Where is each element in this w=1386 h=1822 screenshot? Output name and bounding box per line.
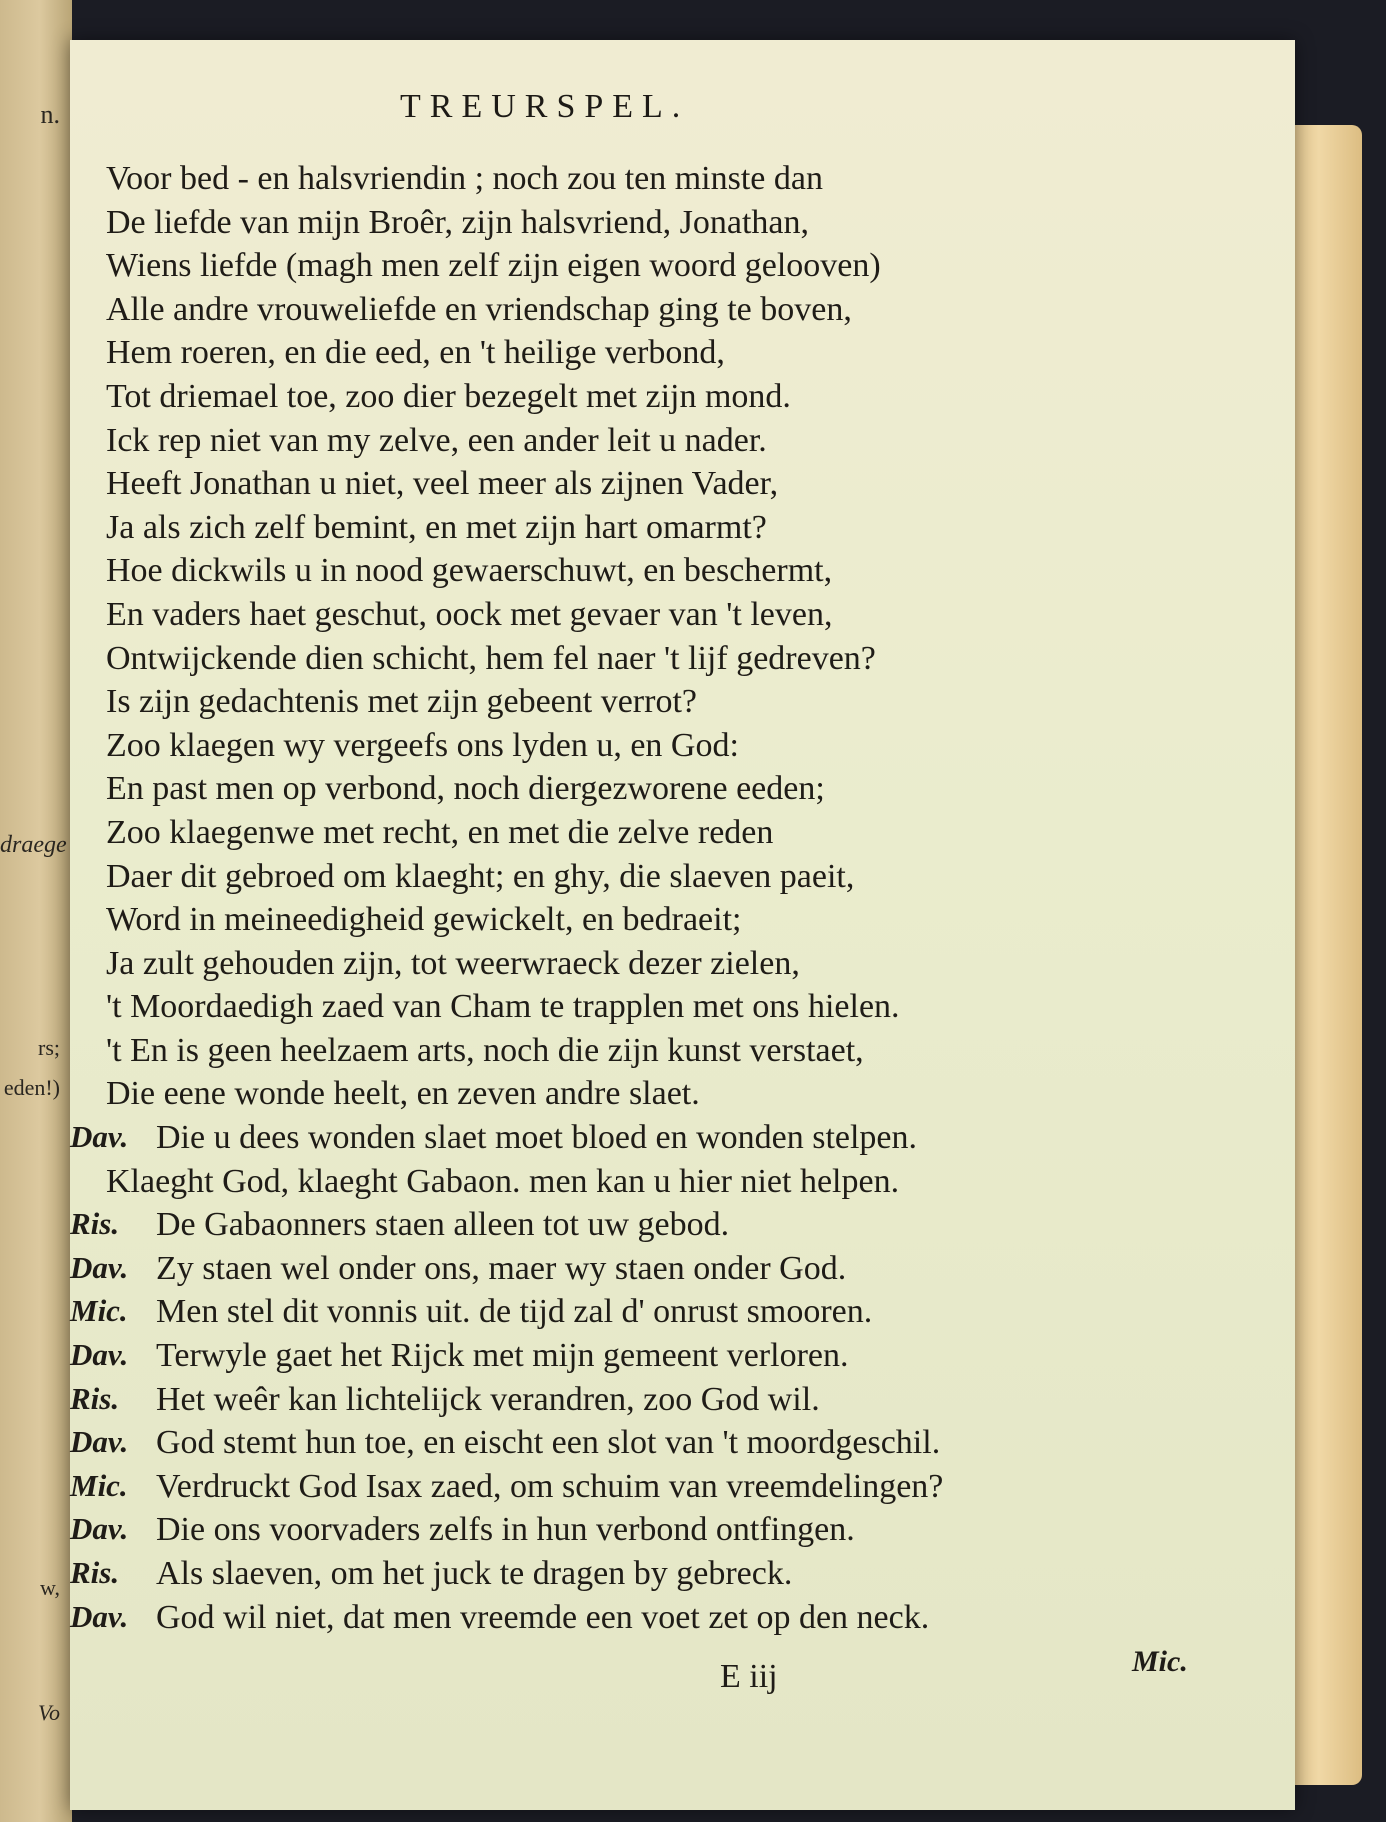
book-page: [70, 40, 1295, 1810]
speaker-label: Ris.: [70, 1380, 120, 1416]
verse-text: Zy staen wel onder ons, maer wy staen onder God.: [156, 1249, 847, 1287]
verse-line: [70, 204, 1270, 248]
verse-text: Ontwijckende dien schicht, hem fel naer 't lijf gedreven?: [106, 639, 876, 677]
verse-text: Die eene wonde heelt, en zeven andre slaet.: [106, 1075, 700, 1113]
verse-text: En past men op verbond, noch diergezworene eeden;: [106, 770, 825, 808]
verse-text: Zoo klaegen wy vergeefs ons lyden u, en God:: [106, 726, 739, 764]
verse-text: Zoo klaegenwe met recht, en met die zelve reden: [106, 813, 774, 851]
verse-line: [70, 1075, 1270, 1119]
verse-text: Ja als zich zelf bemint, en met zijn hart omarmt?: [106, 508, 767, 546]
verse-line: [70, 378, 1270, 422]
verse-line: [70, 1250, 1270, 1294]
verse-line: [70, 1032, 1270, 1076]
verse-line: [70, 1511, 1270, 1555]
verse-text: Als slaeven, om het juck te dragen by gebreck.: [156, 1555, 793, 1592]
page-block-edge: [1290, 125, 1362, 1785]
verse-text: Alle andre vrouweliefde en vriendschap ging te boven,: [106, 290, 852, 328]
facing-page-fragment: rs;: [38, 1035, 60, 1060]
verse-text: Verdruckt God Isax zaed, om schuim van vreemdelingen?: [156, 1467, 944, 1505]
verse-text: Is zijn gedachtenis met zijn gebeent verrot?: [106, 683, 697, 721]
verse-text: 't Moordaedigh zaed van Cham te trapplen met ons hielen.: [106, 988, 900, 1026]
running-head: TREURSPEL.: [400, 88, 690, 125]
verse-text: Heeft Jonathan u niet, veel meer als zijnen Vader,: [106, 465, 779, 503]
verse-line: [70, 901, 1270, 945]
verse-line: [70, 1424, 1270, 1468]
facing-page-edge: [0, 0, 72, 1822]
verse-text: God stemt hun toe, en eischt een slot van 't moordgeschil.: [156, 1424, 941, 1462]
speaker-label: Dav.: [70, 1249, 129, 1285]
verse-line: [70, 727, 1270, 771]
verse-line: [70, 1555, 1270, 1599]
verse-line: [70, 1293, 1270, 1337]
facing-page-fragment: eden!): [3, 1075, 60, 1100]
speaker-label: Ris.: [70, 1555, 120, 1590]
speaker-label: Ris.: [70, 1206, 120, 1242]
speaker-label: Dav.: [70, 1598, 129, 1634]
verse-text: De liefde van mijn Broêr, zijn halsvriend, Jonathan,: [106, 203, 809, 241]
verse-line: [70, 291, 1270, 335]
verse-line: [70, 945, 1270, 989]
signature-mark: E iij: [720, 1658, 778, 1695]
verse-line: [70, 1206, 1270, 1250]
verse-text: Word in meineedigheid gewickelt, en bedraeit;: [106, 901, 742, 939]
verse-line: [70, 465, 1270, 509]
facing-page-fragment: n.: [40, 100, 60, 129]
verse-text: En vaders haet geschut, oock met gevaer van 't leven,: [106, 595, 833, 633]
speaker-label: Dav.: [70, 1337, 129, 1373]
verse-text: Wiens liefde (magh men zelf zijn eigen woord gelooven): [106, 247, 881, 285]
verse-line: [70, 1468, 1270, 1512]
verse-line: [70, 683, 1270, 727]
verse-text: Daer dit gebroed om klaeght; en ghy, die slaeven paeit,: [106, 857, 855, 895]
verse-text: Voor bed - en halsvriendin ; noch zou ten minste dan: [106, 160, 823, 197]
verse-line: [70, 247, 1270, 291]
verse-text: Hoe dickwils u in nood gewaerschuwt, en beschermt,: [106, 552, 833, 590]
verse-line: [70, 422, 1270, 466]
facing-page-fragment: draege: [0, 832, 67, 858]
verse-lines: [70, 160, 1270, 1642]
verse-text: Ja zult gehouden zijn, tot weerwraeck dezer zielen,: [106, 944, 800, 982]
verse-line: [70, 1163, 1270, 1207]
verse-text: Tot driemael toe, zoo dier bezegelt met zijn mond.: [106, 377, 791, 415]
verse-line: [70, 770, 1270, 814]
verse-text: De Gabaonners staen alleen tot uw gebod.: [156, 1206, 730, 1244]
catchword: Mic.: [1132, 1645, 1188, 1678]
facing-page-fragment: Vo: [38, 1700, 60, 1725]
verse-line: [70, 814, 1270, 858]
verse-text: God wil niet, dat men vreemde een voet zet op den neck.: [156, 1598, 930, 1636]
speaker-label: Mic.: [70, 1467, 128, 1503]
facing-page-fragment: w,: [40, 1575, 60, 1600]
verse-line: [70, 640, 1270, 684]
verse-text: Hem roeren, en die eed, en 't heilige verbond,: [106, 334, 725, 372]
verse-line: [70, 1119, 1270, 1163]
speaker-label: Mic.: [70, 1293, 128, 1329]
verse-line: [70, 858, 1270, 902]
verse-text: Die u dees wonden slaet moet bloed en wonden stelpen.: [156, 1119, 918, 1157]
verse-line: [70, 1599, 1270, 1643]
verse-line: [70, 160, 1270, 204]
verse-line: [70, 1337, 1270, 1381]
verse-text: 't En is geen heelzaem arts, noch die zijn kunst verstaet,: [106, 1031, 864, 1069]
speaker-label: Dav.: [70, 1119, 129, 1155]
verse-line: [70, 334, 1270, 378]
verse-line: [70, 552, 1270, 596]
verse-text: Ick rep niet van my zelve, een ander leit u nader.: [106, 421, 767, 459]
speaker-label: Dav.: [70, 1511, 129, 1547]
verse-line: [70, 1381, 1270, 1425]
verse-text: Die ons voorvaders zelfs in hun verbond ontfingen.: [156, 1511, 855, 1549]
verse-text: Het weêr kan lichtelijck verandren, zoo God wil.: [156, 1380, 820, 1418]
verse-text: Klaeght God, klaeght Gabaon. men kan u hier niet helpen.: [106, 1162, 900, 1200]
speaker-label: Dav.: [70, 1424, 129, 1460]
verse-text: Men stel dit vonnis uit. de tijd zal d' onrust smooren.: [156, 1293, 873, 1331]
verse-line: [70, 988, 1270, 1032]
verse-text: Terwyle gaet het Rijck met mijn gemeent verloren.: [156, 1337, 849, 1375]
verse-line: [70, 509, 1270, 553]
verse-line: [70, 596, 1270, 640]
